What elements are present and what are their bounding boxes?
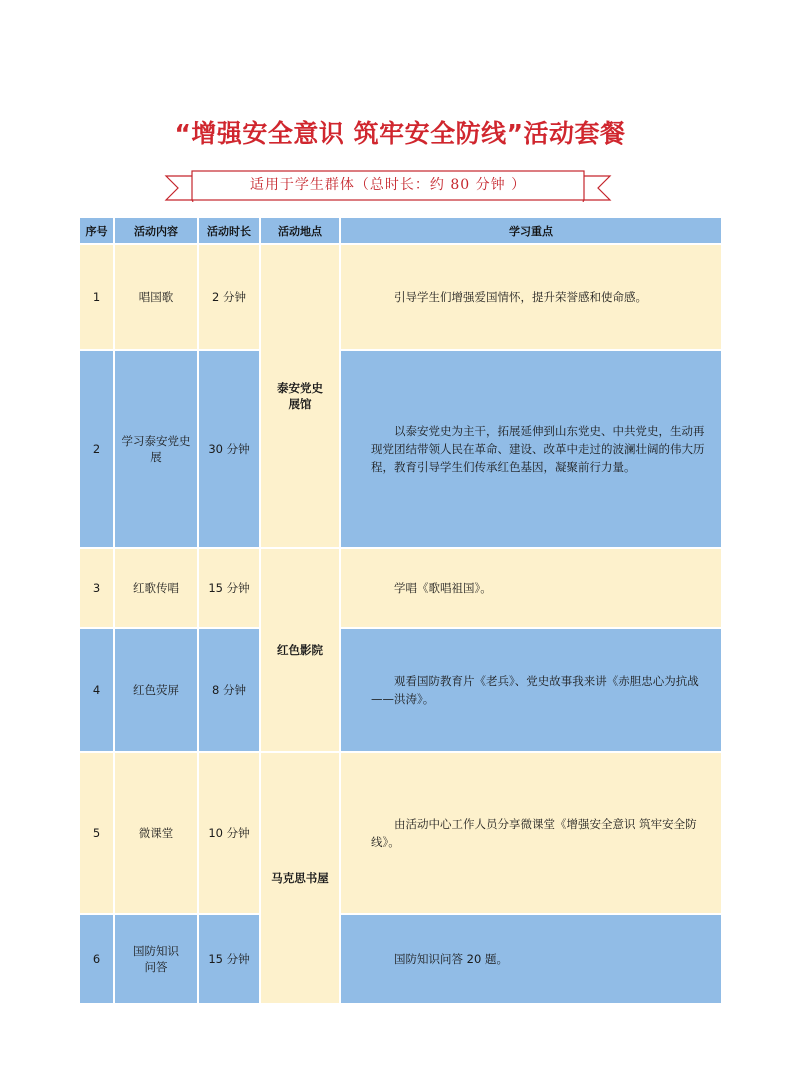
header-no: 序号 <box>80 218 113 243</box>
table-row <box>80 753 721 913</box>
row-duration: 8 分钟 <box>199 629 259 751</box>
row-duration: 15 分钟 <box>199 915 259 1003</box>
row-content-text: 国防知识问答 <box>133 944 179 974</box>
row-duration: 10 分钟 <box>199 753 259 913</box>
row-focus-text: 由活动中心工作人员分享微课堂《增强安全意识 筑牢安全防线》。 <box>371 817 697 849</box>
table-row <box>80 915 721 1003</box>
row-focus-text: 以泰安党史为主干，拓展延伸到山东党史、中共党史，生动再现党团结带领人民在革命、建设、改革中走过的波澜壮阔的伟大历程，教育引导学生们传承红色基因，凝聚前行力量。 <box>371 424 705 474</box>
page-title: “增强安全意识 筑牢安全防线”活动套餐 <box>174 119 626 148</box>
row-no: 2 <box>80 351 113 547</box>
header-content: 活动内容 <box>115 218 197 243</box>
row-no: 5 <box>80 753 113 913</box>
header-focus: 学习重点 <box>341 218 721 243</box>
venue-label: 泰安党史展馆 <box>277 381 323 411</box>
table-row <box>80 629 721 751</box>
venue-cell: 马克思书屋 <box>261 753 339 1003</box>
row-content <box>115 915 197 1003</box>
table-row <box>80 549 721 627</box>
venue-cell: 红色影院 <box>261 549 339 751</box>
row-focus-text: 引导学生们增强爱国情怀，提升荣誉感和使命感。 <box>394 290 647 304</box>
row-no: 4 <box>80 629 113 751</box>
row-focus <box>341 915 721 1003</box>
row-focus-text: 国防知识问答 20 题。 <box>394 952 508 966</box>
venue-cell <box>261 245 339 547</box>
row-focus-text: 学唱《歌唱祖国》。 <box>394 581 492 595</box>
row-content: 唱国歌 <box>115 245 197 349</box>
table-row <box>80 351 721 547</box>
activity-table <box>78 216 723 1005</box>
table-row <box>80 245 721 349</box>
subtitle-ribbon <box>164 170 612 202</box>
row-content: 微课堂 <box>115 753 197 913</box>
row-duration: 2 分钟 <box>199 245 259 349</box>
row-no: 1 <box>80 245 113 349</box>
row-focus <box>341 351 721 547</box>
table-header-row <box>80 218 721 243</box>
header-venue: 活动地点 <box>261 218 339 243</box>
row-content: 红歌传唱 <box>115 549 197 627</box>
row-content <box>115 351 197 547</box>
row-content: 红色荧屏 <box>115 629 197 751</box>
header-duration: 活动时长 <box>199 218 259 243</box>
row-focus <box>341 753 721 913</box>
row-content-text: 学习泰安党史展 <box>121 434 191 464</box>
row-no: 3 <box>80 549 113 627</box>
row-focus <box>341 629 721 751</box>
row-focus <box>341 549 721 627</box>
row-duration: 30 分钟 <box>199 351 259 547</box>
row-no: 6 <box>80 915 113 1003</box>
subtitle: 适用于学生群体（总时长：约 80 分钟 ） <box>249 177 527 193</box>
row-focus-text: 观看国防教育片《老兵》、党史故事我来讲《赤胆忠心为抗战——洪涛》。 <box>371 674 699 706</box>
row-focus <box>341 245 721 349</box>
row-duration: 15 分钟 <box>199 549 259 627</box>
